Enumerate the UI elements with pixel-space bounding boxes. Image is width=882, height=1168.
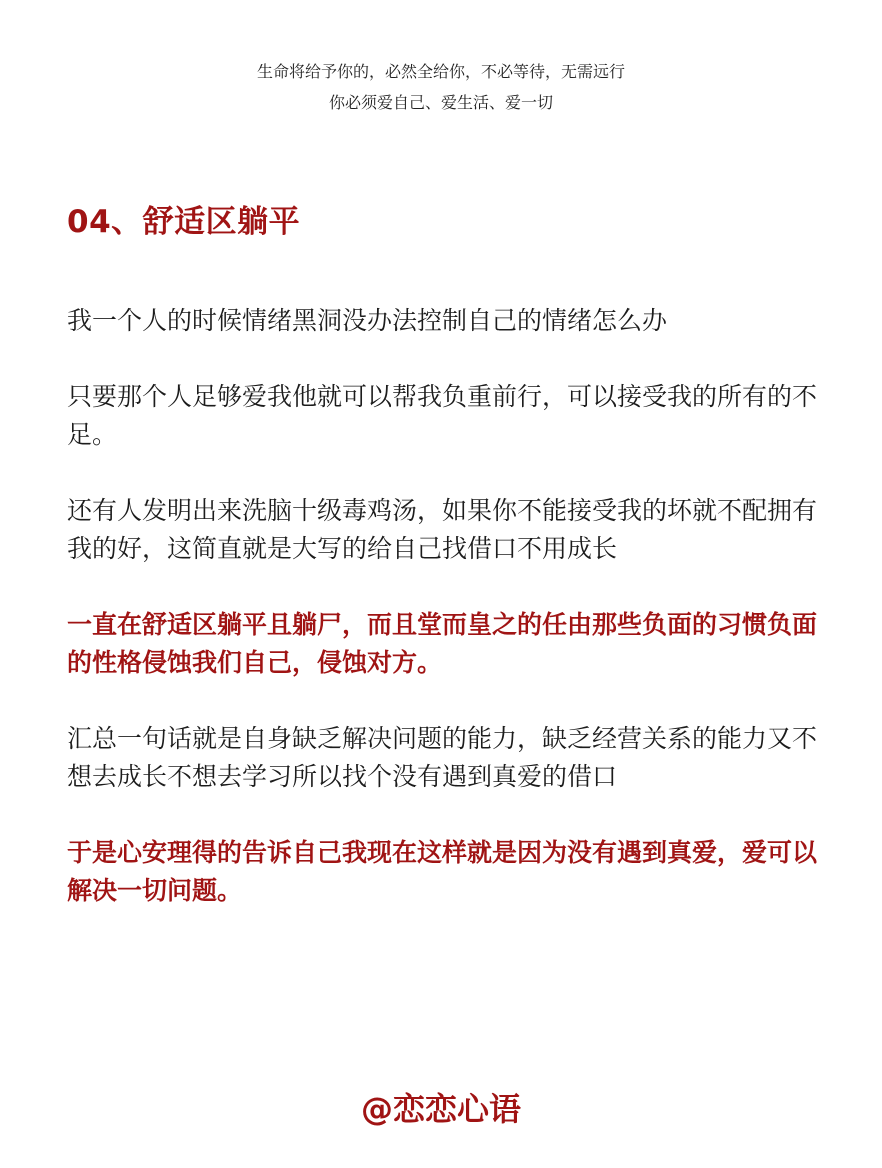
paragraph-2: 只要那个人足够爱我他就可以帮我负重前行，可以接受我的所有的不足。: [67, 382, 818, 449]
highlight-paragraph-1: 一直在舒适区躺平且躺尸，而且堂而皇之的任由那些负面的习惯负面的性格侵蚀我们自己，侵蚀对方。: [67, 610, 818, 677]
author-signature: @恋恋心语: [360, 1090, 521, 1128]
header-quote-line-2: 你必须爱自己、爱生活、爱一切: [328, 93, 553, 112]
article-body: [67, 302, 817, 948]
header-quote-line-1: 生命将给予你的，必然全给你，不必等待，无需远行: [256, 62, 625, 81]
paragraph-1: 我一个人的时候情绪黑洞没办法控制自己的情绪怎么办: [67, 306, 668, 335]
highlight-paragraph-2: 于是心安理得的告诉自己我现在这样就是因为没有遇到真爱，爱可以解决一切问题。: [67, 838, 818, 905]
paragraph-3: 还有人发明出来洗脑十级毒鸡汤，如果你不能接受我的坏就不配拥有我的好，这简直就是大写的给自己找借口不用成长: [67, 496, 818, 563]
paragraph-5: 汇总一句话就是自身缺乏解决问题的能力，缺乏经营关系的能力又不想去成长不想去学习所以找个没有遇到真爱的借口: [67, 724, 818, 791]
section-title: 04、舒适区躺平: [67, 204, 301, 240]
header-quote: [0, 56, 882, 118]
